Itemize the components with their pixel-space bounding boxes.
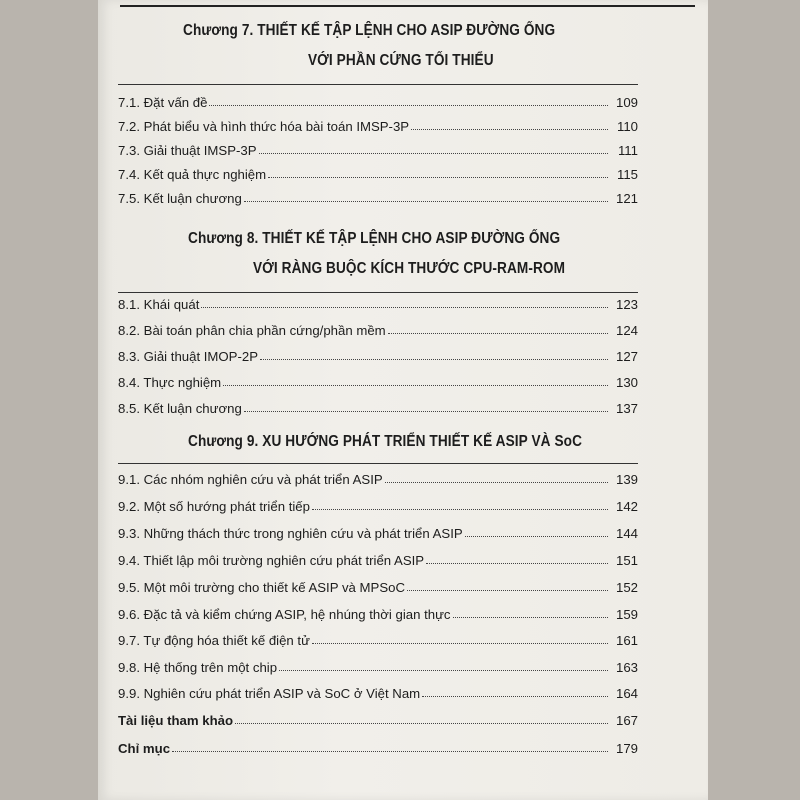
leader-dots <box>223 385 608 386</box>
entry-label: 9.6. Đặc tả và kiểm chứng ASIP, hệ nhúng thời gian thực <box>118 607 451 622</box>
entry-page: 161 <box>615 633 638 648</box>
entry-page: 137 <box>615 401 638 416</box>
entry-page: 163 <box>615 660 638 675</box>
toc-entry[interactable] <box>118 392 638 416</box>
chapter-subtitle: VỚI RÀNG BUỘC KÍCH THƯỚC CPU-RAM-ROM <box>253 260 566 277</box>
chapter-subtitle: VỚI PHẦN CỨNG TỐI THIỂU <box>308 52 494 69</box>
toc-entry[interactable] <box>118 134 638 158</box>
leader-dots <box>465 536 608 537</box>
toc-entry[interactable] <box>118 517 638 541</box>
entry-page: 144 <box>615 526 638 541</box>
leader-dots <box>312 509 608 510</box>
toc-entry[interactable] <box>118 490 638 514</box>
chapter-title: Chương 9. XU HƯỚNG PHÁT TRIỂN THIẾT KẾ ASIP VÀ SoC <box>188 433 583 450</box>
leader-dots <box>453 617 609 618</box>
toc-entry[interactable] <box>118 651 638 675</box>
leader-dots <box>407 590 608 591</box>
entry-page: 124 <box>615 323 638 338</box>
toc-entry[interactable] <box>118 158 638 182</box>
toc-entry[interactable] <box>118 340 638 364</box>
toc-entry[interactable] <box>118 624 638 648</box>
entry-label: 8.4. Thực nghiệm <box>118 375 222 390</box>
entry-label: 9.1. Các nhóm nghiên cứu và phát triển ASIP <box>118 472 383 487</box>
entry-label: Tài liệu tham khảo <box>118 713 234 728</box>
leader-dots <box>385 482 608 483</box>
leader-dots <box>172 751 608 752</box>
toc-entry[interactable] <box>118 86 638 110</box>
entry-label: 9.8. Hệ thống trên một chip <box>118 660 278 675</box>
chapter-title: Chương 7. THIẾT KẾ TẬP LỆNH CHO ASIP ĐƯỜNG ỐNG <box>183 22 556 39</box>
toc-entry[interactable] <box>118 110 638 134</box>
toc-entry-references[interactable] <box>118 704 638 728</box>
entry-label: 8.1. Khái quát <box>118 297 200 312</box>
book-page <box>98 0 708 800</box>
chapter-title: Chương 8. THIẾT KẾ TẬP LỆNH CHO ASIP ĐƯỜNG ỐNG <box>188 230 561 247</box>
entry-label: 7.3. Giải thuật IMSP-3P <box>118 143 257 158</box>
entry-page: 164 <box>615 686 638 701</box>
leader-dots <box>422 696 608 697</box>
entry-page: 159 <box>615 607 638 622</box>
entry-label: 7.1. Đặt vấn đề <box>118 95 208 110</box>
leader-dots <box>279 670 608 671</box>
entry-label: 7.2. Phát biểu và hình thức hóa bài toán IMSP-3P <box>118 119 410 134</box>
leader-dots <box>268 177 608 178</box>
entry-page: 139 <box>615 472 638 487</box>
entry-page: 167 <box>615 713 638 728</box>
entry-label: 8.5. Kết luận chương <box>118 401 242 416</box>
entry-label: 7.5. Kết luận chương <box>118 191 242 206</box>
leader-dots <box>388 333 608 334</box>
entry-label: 9.7. Tự động hóa thiết kế điện tử <box>118 633 310 648</box>
toc-entry[interactable] <box>118 677 638 701</box>
toc-entry[interactable] <box>118 463 638 487</box>
leader-dots <box>244 201 608 202</box>
entry-page: 109 <box>615 95 638 110</box>
entry-label: 9.3. Những thách thức trong nghiên cứu và phát triển ASIP <box>118 526 463 541</box>
leader-dots <box>260 359 608 360</box>
toc-entry[interactable] <box>118 544 638 568</box>
toc-entry[interactable] <box>118 314 638 338</box>
leader-dots <box>426 563 608 564</box>
entry-page: 127 <box>615 349 638 364</box>
entry-page: 115 <box>616 167 638 182</box>
entry-label: 8.3. Giải thuật IMOP-2P <box>118 349 258 364</box>
entry-page: 123 <box>615 297 638 312</box>
entry-page: 121 <box>615 191 638 206</box>
section-rule <box>118 84 638 85</box>
entry-page: 130 <box>615 375 638 390</box>
leader-dots <box>259 153 608 154</box>
top-rule <box>120 0 695 7</box>
entry-label: 9.4. Thiết lập môi trường nghiên cứu phát triển ASIP <box>118 553 425 568</box>
toc-entry[interactable] <box>118 288 638 312</box>
entry-page: 152 <box>615 580 638 595</box>
entry-page: 151 <box>615 553 638 568</box>
leader-dots <box>312 643 608 644</box>
entry-page: 110 <box>616 119 638 134</box>
leader-dots <box>209 105 608 106</box>
entry-page: 111 <box>617 143 638 158</box>
entry-label: Chỉ mục <box>118 741 171 756</box>
entry-label: 7.4. Kết quả thực nghiệm <box>118 167 267 182</box>
entry-page: 179 <box>615 741 638 756</box>
entry-label: 9.2. Một số hướng phát triển tiếp <box>118 499 310 514</box>
entry-label: 9.5. Một môi trường cho thiết kế ASIP và MPSoC <box>118 580 405 595</box>
entry-label: 8.2. Bài toán phân chia phần cứng/phần mềm <box>118 323 386 338</box>
entry-label: 9.9. Nghiên cứu phát triển ASIP và SoC ở Việt Nam <box>118 686 421 701</box>
leader-dots <box>411 129 608 130</box>
toc-entry[interactable] <box>118 182 638 206</box>
toc-entry[interactable] <box>118 571 638 595</box>
toc-entry-index[interactable] <box>118 732 638 756</box>
toc-entry[interactable] <box>118 366 638 390</box>
leader-dots <box>201 307 608 308</box>
leader-dots <box>244 411 608 412</box>
leader-dots <box>235 723 608 724</box>
entry-page: 142 <box>615 499 638 514</box>
toc-entry[interactable] <box>118 598 638 622</box>
